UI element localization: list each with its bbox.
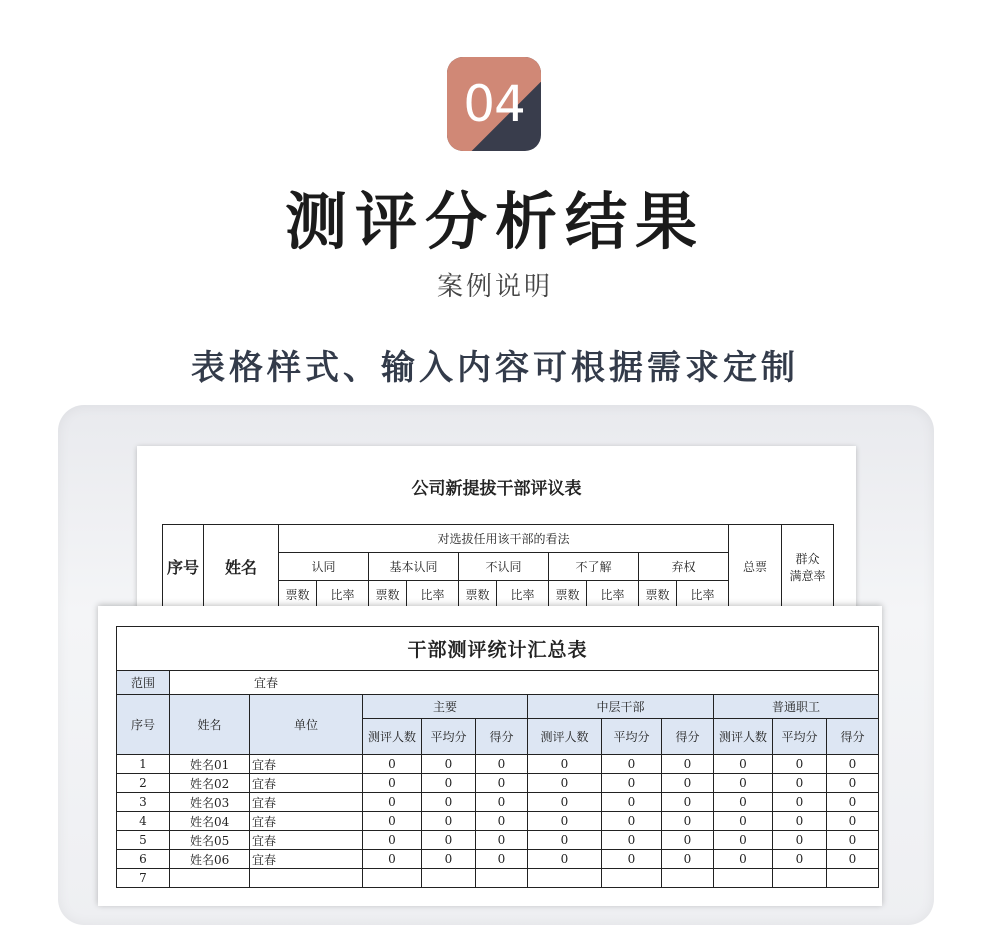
row-value-cell: 0 bbox=[528, 774, 602, 793]
row-value-cell: 0 bbox=[714, 793, 773, 812]
row-value-cell: 0 bbox=[714, 831, 773, 850]
row-name-cell bbox=[170, 869, 250, 888]
row-value-cell: 0 bbox=[476, 755, 528, 774]
row-value-cell bbox=[714, 869, 773, 888]
row-value-cell: 0 bbox=[773, 793, 827, 812]
row-value-cell: 0 bbox=[476, 793, 528, 812]
evaluation-form-sheet bbox=[137, 446, 856, 616]
row-value-cell: 0 bbox=[827, 774, 879, 793]
row-unit-cell: 宜春 bbox=[250, 755, 363, 774]
row-value-cell: 0 bbox=[662, 793, 714, 812]
col-unit-header: 单位 bbox=[250, 695, 363, 755]
row-value-cell: 0 bbox=[363, 812, 422, 831]
row-value-cell: 0 bbox=[528, 793, 602, 812]
table-row bbox=[117, 812, 879, 831]
category-header: 弃权 bbox=[639, 553, 729, 581]
badge-number: 04 bbox=[463, 75, 525, 133]
row-value-cell: 0 bbox=[476, 831, 528, 850]
row-value-cell: 0 bbox=[422, 812, 476, 831]
avg-subheader: 平均分 bbox=[602, 719, 662, 755]
row-unit-cell: 宜春 bbox=[250, 850, 363, 869]
row-value-cell: 0 bbox=[602, 774, 662, 793]
row-value-cell bbox=[773, 869, 827, 888]
row-value-cell bbox=[827, 869, 879, 888]
opinion-group-header: 对选拔任用该干部的看法 bbox=[279, 525, 729, 553]
row-value-cell: 0 bbox=[476, 774, 528, 793]
evaluation-form-table bbox=[162, 524, 834, 609]
row-value-cell: 0 bbox=[602, 812, 662, 831]
row-value-cell: 0 bbox=[422, 831, 476, 850]
votes-subheader: 票数 bbox=[369, 581, 407, 609]
count-subheader: 测评人数 bbox=[528, 719, 602, 755]
ratio-subheader: 比率 bbox=[407, 581, 459, 609]
col-satisfaction-header: 群众 满意率 bbox=[782, 525, 834, 609]
row-value-cell: 0 bbox=[602, 755, 662, 774]
ratio-subheader: 比率 bbox=[317, 581, 369, 609]
row-value-cell: 0 bbox=[662, 831, 714, 850]
row-seq-cell: 5 bbox=[117, 831, 170, 850]
page-title: 测评分析结果 bbox=[284, 185, 705, 258]
category-header: 基本认同 bbox=[369, 553, 459, 581]
row-value-cell bbox=[662, 869, 714, 888]
row-unit-cell: 宜春 bbox=[250, 831, 363, 850]
votes-subheader: 票数 bbox=[459, 581, 497, 609]
col-seq-header: 序号 bbox=[117, 695, 170, 755]
row-value-cell: 0 bbox=[662, 850, 714, 869]
section-headline: 表格样式、输入内容可根据需求定制 bbox=[191, 348, 799, 388]
category-header: 不认同 bbox=[459, 553, 549, 581]
score-subheader: 得分 bbox=[662, 719, 714, 755]
row-value-cell bbox=[476, 869, 528, 888]
summary-sheet bbox=[98, 606, 882, 906]
count-subheader: 测评人数 bbox=[714, 719, 773, 755]
row-value-cell: 0 bbox=[602, 793, 662, 812]
table-row bbox=[117, 793, 879, 812]
row-value-cell: 0 bbox=[827, 812, 879, 831]
row-value-cell: 0 bbox=[662, 755, 714, 774]
row-value-cell: 0 bbox=[422, 755, 476, 774]
row-value-cell: 0 bbox=[363, 774, 422, 793]
row-unit-cell: 宜春 bbox=[250, 774, 363, 793]
table-row bbox=[117, 869, 879, 888]
scope-value: 宜春 bbox=[170, 671, 879, 695]
row-value-cell: 0 bbox=[422, 793, 476, 812]
row-value-cell: 0 bbox=[773, 812, 827, 831]
row-value-cell: 0 bbox=[363, 850, 422, 869]
row-name-cell: 姓名02 bbox=[170, 774, 250, 793]
votes-subheader: 票数 bbox=[549, 581, 587, 609]
row-value-cell: 0 bbox=[528, 812, 602, 831]
ratio-subheader: 比率 bbox=[587, 581, 639, 609]
col-name-header: 姓名 bbox=[204, 525, 279, 609]
row-value-cell: 0 bbox=[528, 850, 602, 869]
row-value-cell: 0 bbox=[662, 812, 714, 831]
ratio-subheader: 比率 bbox=[677, 581, 729, 609]
evaluation-form-title: 公司新提拔干部评议表 bbox=[411, 479, 582, 499]
col-name-header: 姓名 bbox=[170, 695, 250, 755]
row-value-cell: 0 bbox=[773, 774, 827, 793]
table-row bbox=[117, 774, 879, 793]
summary-table bbox=[116, 626, 879, 888]
table-row bbox=[117, 755, 879, 774]
row-value-cell: 0 bbox=[363, 831, 422, 850]
row-value-cell: 0 bbox=[773, 850, 827, 869]
row-value-cell: 0 bbox=[827, 793, 879, 812]
row-value-cell: 0 bbox=[528, 755, 602, 774]
row-value-cell: 0 bbox=[714, 774, 773, 793]
row-name-cell: 姓名03 bbox=[170, 793, 250, 812]
row-value-cell: 0 bbox=[422, 850, 476, 869]
row-value-cell bbox=[602, 869, 662, 888]
row-value-cell: 0 bbox=[528, 831, 602, 850]
category-header: 不了解 bbox=[549, 553, 639, 581]
row-name-cell: 姓名05 bbox=[170, 831, 250, 850]
row-value-cell: 0 bbox=[422, 774, 476, 793]
row-seq-cell: 4 bbox=[117, 812, 170, 831]
group-header-staff: 普通职工 bbox=[714, 695, 879, 719]
row-value-cell: 0 bbox=[662, 774, 714, 793]
row-value-cell: 0 bbox=[363, 793, 422, 812]
summary-title: 干部测评统计汇总表 bbox=[117, 627, 879, 671]
section-number-badge bbox=[447, 57, 541, 151]
votes-subheader: 票数 bbox=[279, 581, 317, 609]
row-value-cell: 0 bbox=[827, 850, 879, 869]
row-name-cell: 姓名04 bbox=[170, 812, 250, 831]
row-seq-cell: 7 bbox=[117, 869, 170, 888]
row-value-cell: 0 bbox=[773, 831, 827, 850]
row-seq-cell: 3 bbox=[117, 793, 170, 812]
row-value-cell: 0 bbox=[476, 850, 528, 869]
score-subheader: 得分 bbox=[476, 719, 528, 755]
row-value-cell bbox=[528, 869, 602, 888]
category-header: 认同 bbox=[279, 553, 369, 581]
row-value-cell bbox=[363, 869, 422, 888]
group-header-main: 主要 bbox=[363, 695, 528, 719]
row-value-cell: 0 bbox=[602, 850, 662, 869]
row-value-cell: 0 bbox=[602, 831, 662, 850]
row-value-cell: 0 bbox=[714, 812, 773, 831]
row-unit-cell: 宜春 bbox=[250, 793, 363, 812]
ratio-subheader: 比率 bbox=[497, 581, 549, 609]
row-unit-cell bbox=[250, 869, 363, 888]
col-total-header: 总票 bbox=[729, 525, 782, 609]
row-name-cell: 姓名06 bbox=[170, 850, 250, 869]
row-name-cell: 姓名01 bbox=[170, 755, 250, 774]
row-seq-cell: 1 bbox=[117, 755, 170, 774]
row-value-cell: 0 bbox=[476, 812, 528, 831]
row-seq-cell: 2 bbox=[117, 774, 170, 793]
row-value-cell: 0 bbox=[714, 755, 773, 774]
row-value-cell: 0 bbox=[827, 755, 879, 774]
row-value-cell: 0 bbox=[714, 850, 773, 869]
count-subheader: 测评人数 bbox=[363, 719, 422, 755]
score-subheader: 得分 bbox=[827, 719, 879, 755]
votes-subheader: 票数 bbox=[639, 581, 677, 609]
row-value-cell: 0 bbox=[827, 831, 879, 850]
row-unit-cell: 宜春 bbox=[250, 812, 363, 831]
avg-subheader: 平均分 bbox=[773, 719, 827, 755]
col-seq-header: 序号 bbox=[163, 525, 204, 609]
group-header-middle: 中层干部 bbox=[528, 695, 714, 719]
table-row bbox=[117, 831, 879, 850]
summary-rows bbox=[117, 755, 879, 888]
row-value-cell: 0 bbox=[363, 755, 422, 774]
avg-subheader: 平均分 bbox=[422, 719, 476, 755]
scope-label: 范围 bbox=[117, 671, 170, 695]
row-value-cell: 0 bbox=[773, 755, 827, 774]
row-seq-cell: 6 bbox=[117, 850, 170, 869]
row-value-cell bbox=[422, 869, 476, 888]
table-row bbox=[117, 850, 879, 869]
page-subtitle: 案例说明 bbox=[436, 272, 553, 302]
